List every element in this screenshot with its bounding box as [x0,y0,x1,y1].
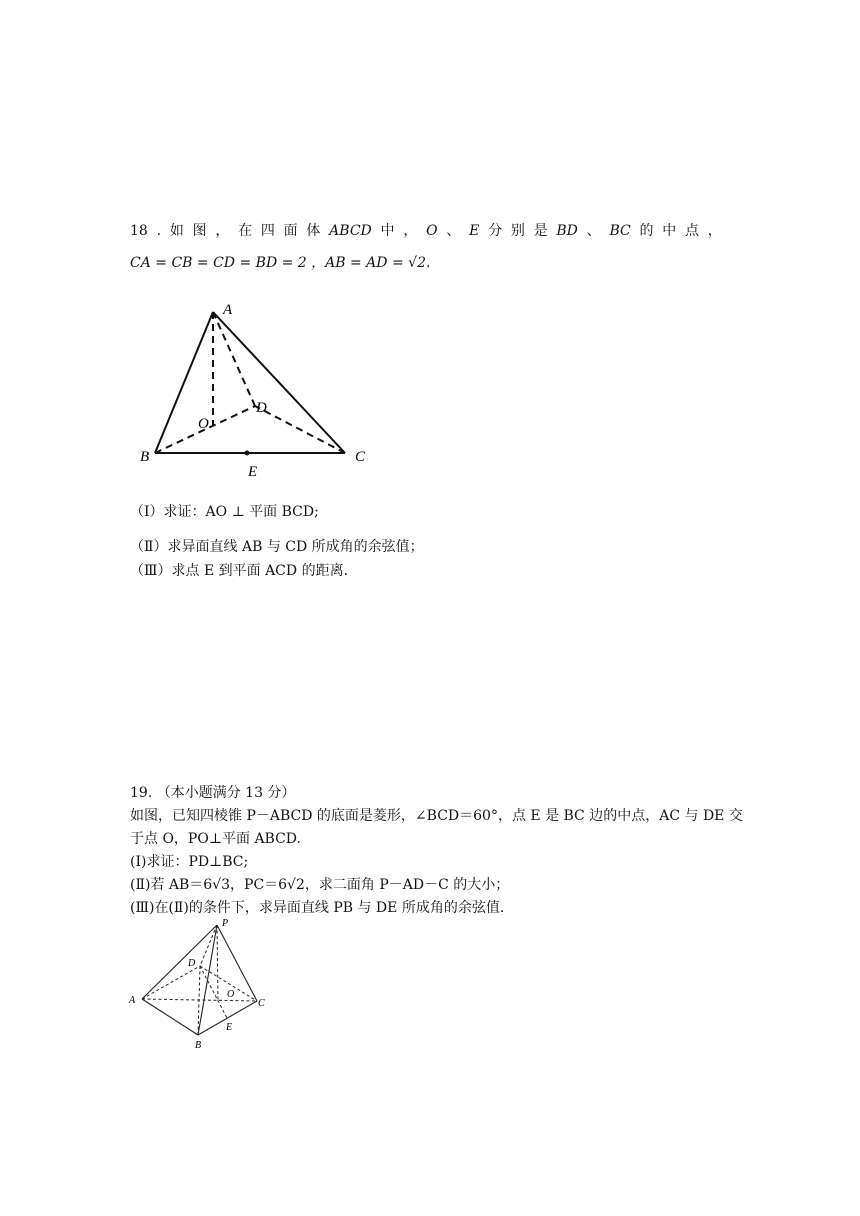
edge-pd-hidden [200,925,217,966]
p18-token: 在 [238,223,253,239]
p18-token: BC [609,223,631,239]
label-a: A [223,302,233,318]
tetrahedron-figure [135,298,375,478]
problem-19-part-1: (Ⅰ)求证：PD⊥BC; [130,854,249,870]
label-b: B [195,1040,202,1051]
p18-token: ABCD [329,223,372,239]
label-o: O [198,416,209,432]
edge-ac [213,312,345,453]
edge-pc [217,925,257,1001]
label-d: D [188,958,196,969]
p18-token: E [469,223,480,239]
segment-de-hidden [200,966,227,1018]
edge-ab [142,999,198,1035]
p18-token: 是 [533,223,548,239]
p18-token: 点 [685,223,699,239]
p18-token: 、 [586,223,601,239]
p18-token: 18 [130,223,148,239]
problem-19-part-3: (Ⅲ)在(Ⅱ)的条件下，求异面直线 PB 与 DE 所成角的余弦值. [130,900,505,916]
p18-token: 分 [488,223,503,239]
problem-18-line-2: CA = CB = CD = BD = 2 ，AB = AD = √2. [130,255,431,271]
p18-token: 体 [306,223,321,239]
problem-19-stem-line-1: 如图，已知四棱锥 P－ABCD 的底面是菱形，∠BCD＝60°，点 E 是 BC 边的中点，AC 与 DE 交 [130,808,743,824]
edge-cd-hidden [255,406,345,453]
problem-19-heading: 19. （本小题满分 13 分） [130,785,296,801]
problem-19-stem-line-2: 于点 O，PO⊥平面 ABCD. [130,831,301,847]
label-p: P [222,918,229,929]
pyramid-figure [125,915,275,1055]
problem-18-line-1 [130,221,722,241]
p18-token: 中 [662,223,677,239]
problem-19-part-2: (Ⅱ)若 AB＝6√3，PC＝6√2，求二面角 P－AD－C 的大小； [130,877,510,893]
label-c: C [355,449,366,465]
p18-token: 的 [639,223,654,239]
p18-token: ， [403,223,418,239]
p18-token: 面 [283,223,298,239]
p18-token: ， [707,223,722,239]
label-e: E [248,464,258,478]
label-d: D [256,400,267,416]
label-b: B [140,449,150,465]
problem-18-part-3: （Ⅲ）求点 E 到平面 ACD 的距离． [130,563,358,579]
p18-token: ， [215,223,230,239]
label-o: O [227,989,235,1000]
problem-18-part-1: （Ⅰ）求证：AO ⊥ 平面 BCD; [130,504,319,520]
problem-18-part-2: （Ⅱ）求异面直线 AB 与 CD 所成角的余弦值； [130,539,424,555]
label-e: E [226,1022,233,1033]
p18-token: 中 [380,223,395,239]
p18-token: 四 [260,223,275,239]
p18-token: 、 [446,223,461,239]
point-e [245,451,250,456]
p18-token: 如 [169,223,184,239]
segment-po-hidden [217,925,218,1000]
p18-token: 别 [510,223,525,239]
label-a: A [129,995,136,1006]
p18-token: BD [556,223,578,239]
p18-token: 图 [192,223,207,239]
label-c: C [258,998,265,1009]
p18-token: O [426,223,438,239]
edge-ad-hidden [213,312,255,406]
p18-token: . [156,223,162,239]
